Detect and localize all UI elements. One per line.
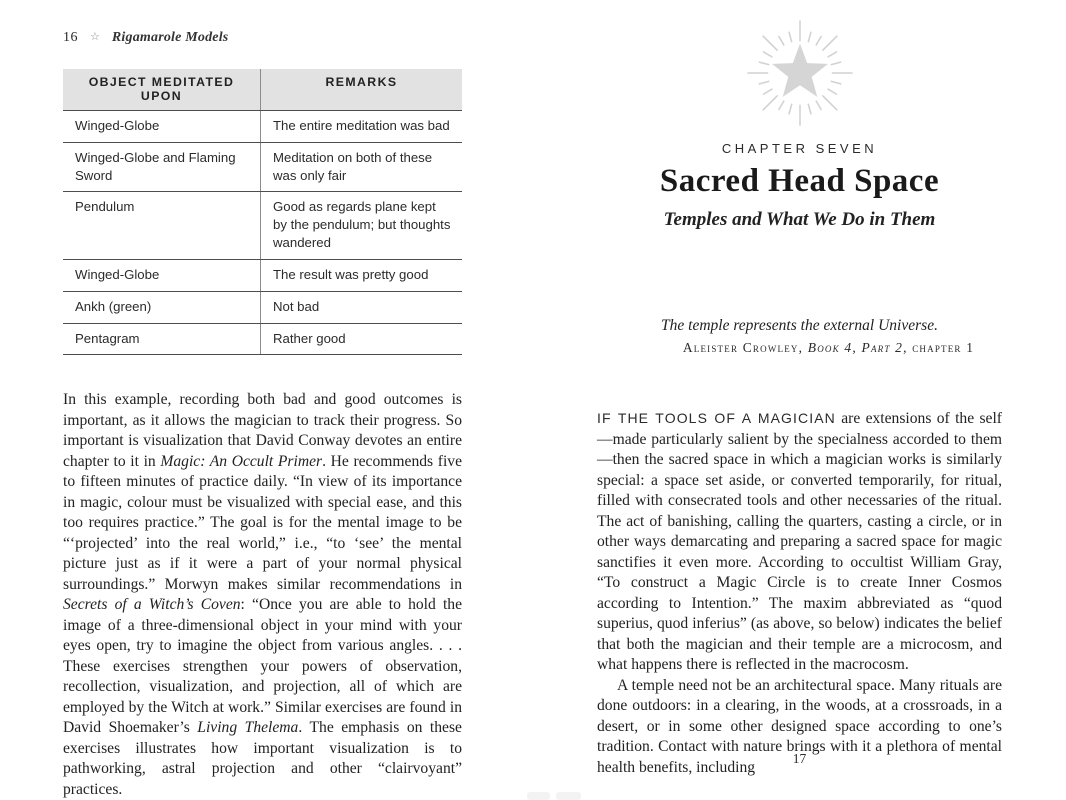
chapter-label: CHAPTER SEVEN xyxy=(721,141,878,156)
table-cell-remarks: Good as regards plane kept by the pendulum; but thoughts wandered xyxy=(273,199,451,251)
table-row xyxy=(63,142,462,192)
table-header-remarks: REMARKS xyxy=(325,75,398,89)
table-row xyxy=(63,110,462,142)
epigraph-attribution: Aleister Crowley, Book 4, Part 2, chapter 1 xyxy=(682,340,975,355)
table-cell-remarks: Meditation on both of these was only fair xyxy=(273,149,433,183)
chapter-ornament xyxy=(597,20,1002,133)
left-page xyxy=(63,30,462,800)
table-cell-remarks: Not bad xyxy=(273,298,320,314)
running-title: Rigamarole Models xyxy=(111,30,229,45)
table-row xyxy=(63,291,462,323)
right-page xyxy=(597,18,1002,778)
table-row xyxy=(63,323,462,355)
right-body xyxy=(597,408,1002,778)
chapter-subtitle: Temples and What We Do in Them xyxy=(663,209,936,230)
table-cell-remarks: The result was pretty good xyxy=(273,266,429,282)
table-cell-object: Pentagram xyxy=(63,324,261,355)
table-cell-object: Winged-Globe xyxy=(63,111,261,142)
meditation-record-table xyxy=(63,69,462,355)
bottom-overlay-fragment xyxy=(527,792,550,800)
table-header-object: OBJECT MEDITATED UPON xyxy=(63,69,261,110)
table-row xyxy=(63,191,462,258)
starburst-icon xyxy=(741,20,859,128)
table-cell-object: Winged-Globe xyxy=(63,260,261,291)
table-cell-remarks: Rather good xyxy=(273,330,346,346)
table-cell-object: Ankh (green) xyxy=(63,292,261,323)
table-row xyxy=(63,259,462,291)
right-body-paragraph-1: IF THE TOOLS OF A MAGICIAN are extensions of the self—made particularly salient by the specialness accorded to them—then the sacred space in which a magician works is similarly special: a space set aside, or converted temporarily, for ritual, filled with consecrated tools and other necessaries of the ritual. The act of banishing, calling the quarters, casting a circle, or in other ways demarcating and preparing a sacred space for magic sanctifies it even more. According to occultist William Gray, “To construct a Magic Circle is to create Inner Cosmos according to Intention.” The maxim abbreviated as “quod superius, quod inferius” (as above, so below) indicates the belief that both the magician and their temple are a microcosm, and what happens there is reflected in the macrocosm. xyxy=(597,410,1002,673)
star-icon: ☆ xyxy=(90,31,100,43)
left-body-paragraph: In this example, recording both bad and good outcomes is important, as it allows the magician to track their progress. So important is visualization that David Conway devotes an entire chapter to it in Magic: An Occult Primer. He recommends five to fifteen minutes of practice daily. “In view of its importance in magic, colour must be visualized with special ease, and this too requires practice.” The goal is for the mental image to be “‘projected’ into the real world,” i.e., “to ‘see’ the mental picture just as if it were a part of your normal physical surroundings.” Morwyn makes similar recommendations in Secrets of a Witch’s Coven: “Once you are able to hold the image of a three-dimensional object in your mind with your eyes open, try to imagine the object from various angles. . . . These exercises strengthen your powers of observation, recollection, visualization, and projection, all of which are employed by the Witch at work.” Similar exercises are found in David Shoemaker’s Living Thelema. The emphasis on these exercises illustrates how important visualization is to pathworking, astral projection and other “clairvoyant” practices. xyxy=(63,391,463,798)
running-header xyxy=(63,30,462,46)
right-body-paragraph-2: A temple need not be an architectural space. Many rituals are done outdoors: in a clearing, in the woods, at a crossroads, in a desert, or in some other designed space according to one’s tradition. Contact with nature brings with it a plethora of mental health benefits, including xyxy=(597,676,1002,776)
left-page-number: 16 xyxy=(63,30,78,45)
table-cell-remarks: The entire meditation was bad xyxy=(273,118,450,133)
bottom-overlay-fragment xyxy=(556,792,581,800)
epigraph xyxy=(597,317,1002,356)
chapter-title: Sacred Head Space xyxy=(659,163,940,199)
table-header-row xyxy=(63,69,462,110)
epigraph-quote: The temple represents the external Universe. xyxy=(661,317,938,334)
right-page-number: 17 xyxy=(792,751,807,766)
table-cell-object: Winged-Globe and Flaming Sword xyxy=(63,143,261,192)
table-cell-object: Pendulum xyxy=(63,192,261,258)
